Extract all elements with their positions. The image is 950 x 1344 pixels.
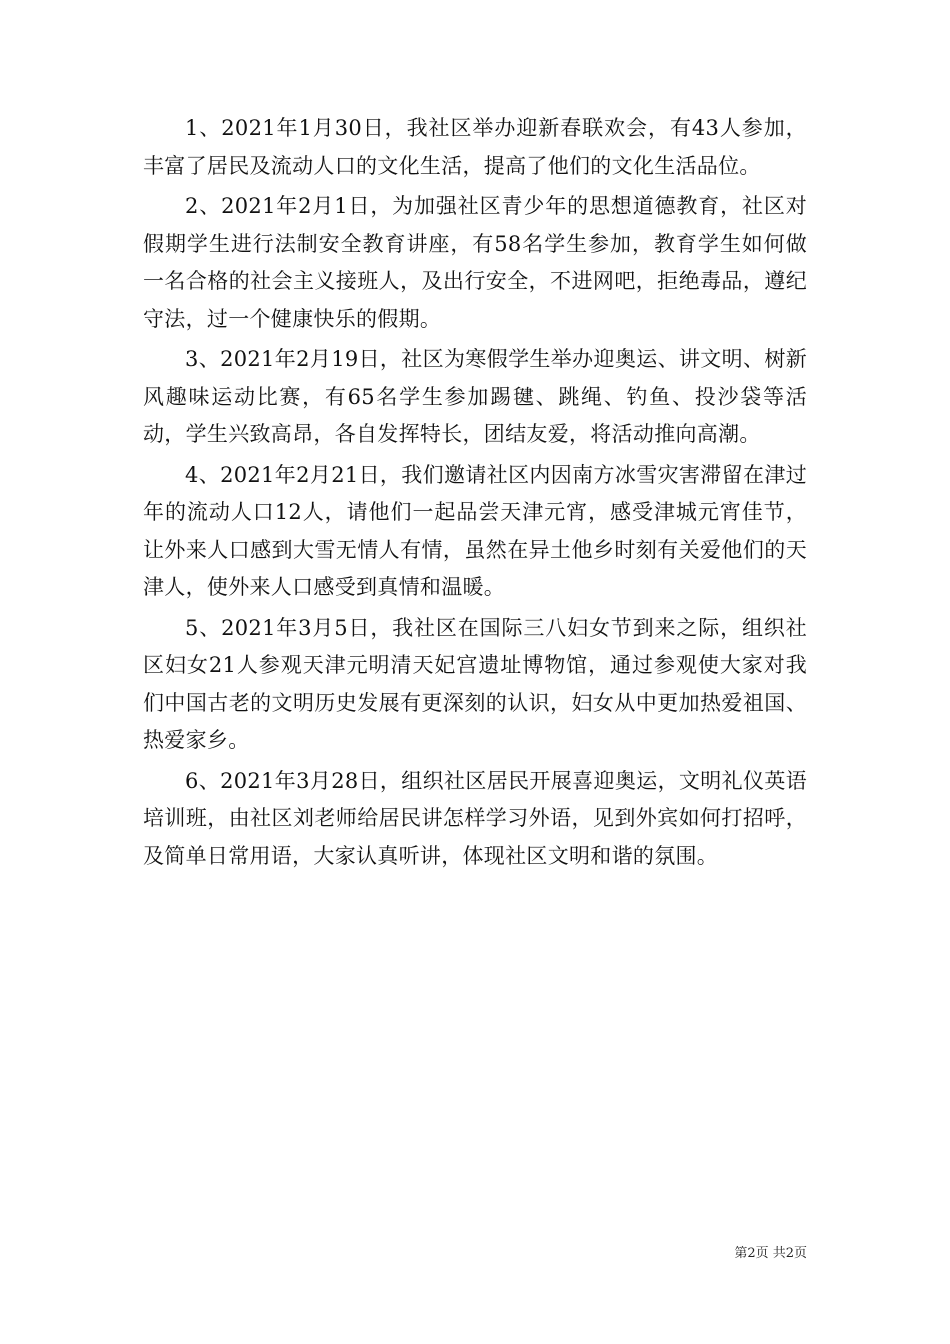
- paragraph-3: 3、2021年2月19日，社区为寒假学生举办迎奥运、讲文明、树新风趣味运动比赛，有65名学生参加踢毽、跳绳、钓鱼、投沙袋等活动，学生兴致高昂，各自发挥特长，团结友爱，将活动推向高潮。: [143, 347, 807, 446]
- paragraph-2: 2、2021年2月1日，为加强社区青少年的思想道德教育，社区对假期学生进行法制安全教育讲座，有58名学生参加，教育学生如何做一名合格的社会主义接班人，及出行安全，不进网吧，拒绝毒品，遵纪守法，过一个健康快乐的假期。: [143, 194, 807, 331]
- document-body: [143, 110, 807, 878]
- page-number-footer: 第2页 共2页: [734, 1246, 807, 1261]
- paragraph-1: 1、2021年1月30日，我社区举办迎新春联欢会，有43人参加，丰富了居民及流动人口的文化生活，提高了他们的文化生活品位。: [143, 116, 807, 178]
- paragraph-5: 5、2021年3月5日，我社区在国际三八妇女节到来之际，组织社区妇女21人参观天津元明清天妃宫遗址博物馆，通过参观使大家对我们中国古老的文明历史发展有更深刻的认识，妇女从中更加热爱祖国、热爱家乡。: [143, 615, 807, 752]
- paragraph-6: 6、2021年3月28日，组织社区居民开展喜迎奥运，文明礼仪英语培训班，由社区刘老师给居民讲怎样学习外语，见到外宾如何打招呼，及简单日常用语，大家认真听讲，体现社区文明和谐的氛围。: [143, 768, 807, 868]
- paragraph-4: 4、2021年2月21日，我们邀请社区内因南方冰雪灾害滞留在津过年的流动人口12人，请他们一起品尝天津元宵，感受津城元宵佳节，让外来人口感到大雪无情人有情，虽然在异土他乡时刻有关爱他们的天津人，使外来人口感受到真情和温暖。: [143, 462, 807, 599]
